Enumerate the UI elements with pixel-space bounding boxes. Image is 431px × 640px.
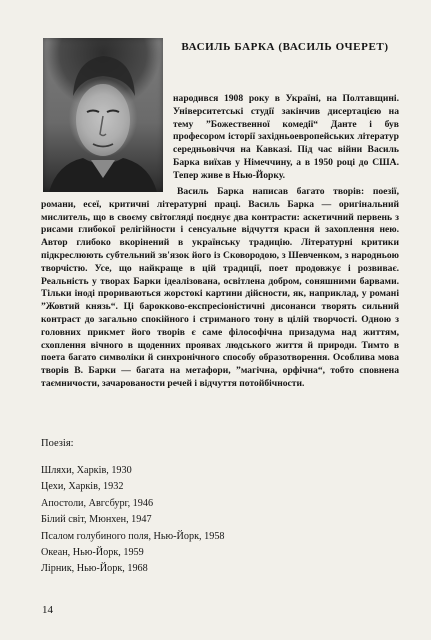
works-section-label: Поезія: [41,438,74,449]
author-portrait-photo [43,38,163,192]
works-list-item: Псалом голубиного поля, Нью-Йорк, 1958 [41,530,225,542]
works-list-item: Білий світ, Мюнхен, 1947 [41,514,152,526]
works-list-item: Апостоли, Авгсбург, 1946 [41,497,154,509]
article-paragraph: Василь Барка написав багато творів: поезії, романи, есеї, критичні літературні праці. Василь Барка — оригінальний мислитель, що в своєму світогляді поєднує два контрасти: аскетичний первень з рисами глибокої релігійности і сенсуальне відчуття краси й захоплення нею. Автор глибоко вкорінений в українську традицію. Літературні критики підкреслюють субтельний зв'язок його із Сковородою, з Шевченком, з народньою творчістю. Усе, що найкраще в цій традиції, поет продовжує і розвиває. Реальність у творах Барки ідеалізована, освітлена добром, соняшними барвами. Тільки іноді прориваються жорстокі картини дійсности, як, наприклад, у романі ”Жовтий князь“. Ці барокково-експресіоністичні дисонанси творять сильний контраст до загально спокійного і стриманого тону в цілій творчості. Одною з головних прикмет його творів є саме філософічна призадума над життям, схоплення вічного в щоденних проявах людського життя й природи. Тимто в поета багато символіки й синхронічного способу образотворення. Особлива мова творів В. Барки — багата на метафори, ”магічна, орфічна“, тобто сповнена таємничости, зачарованости речей і відчуття потойбічности. [41,186,399,389]
works-list-item: Лірник, Нью-Йорк, 1968 [41,563,148,575]
page-number: 14 [42,604,53,616]
portrait-silhouette [43,38,163,192]
works-list-item: Шляхи, Харків, 1930 [41,465,132,476]
works-list-item: Цехи, Харків, 1932 [41,481,124,493]
biography-paragraph: народився 1908 року в Україні, на Полтавщині. Університетські студії закінчив дисертацією на тему ”Божественної комедії“ Данте і був професором історії західньоевропейських літератур середньовіччя на Кавказі. Під час війни Василь Барка виїхав у Німеччину, а в 1950 році до США. Тепер живе в Нью-Йорку. [173,93,399,181]
works-list [41,463,225,578]
author-heading: ВАСИЛЬ БАРКА (ВАСИЛЬ ОЧЕРЕТ) [181,41,389,53]
works-list-item: Океан, Нью-Йорк, 1959 [41,547,144,559]
main-article [41,186,399,391]
